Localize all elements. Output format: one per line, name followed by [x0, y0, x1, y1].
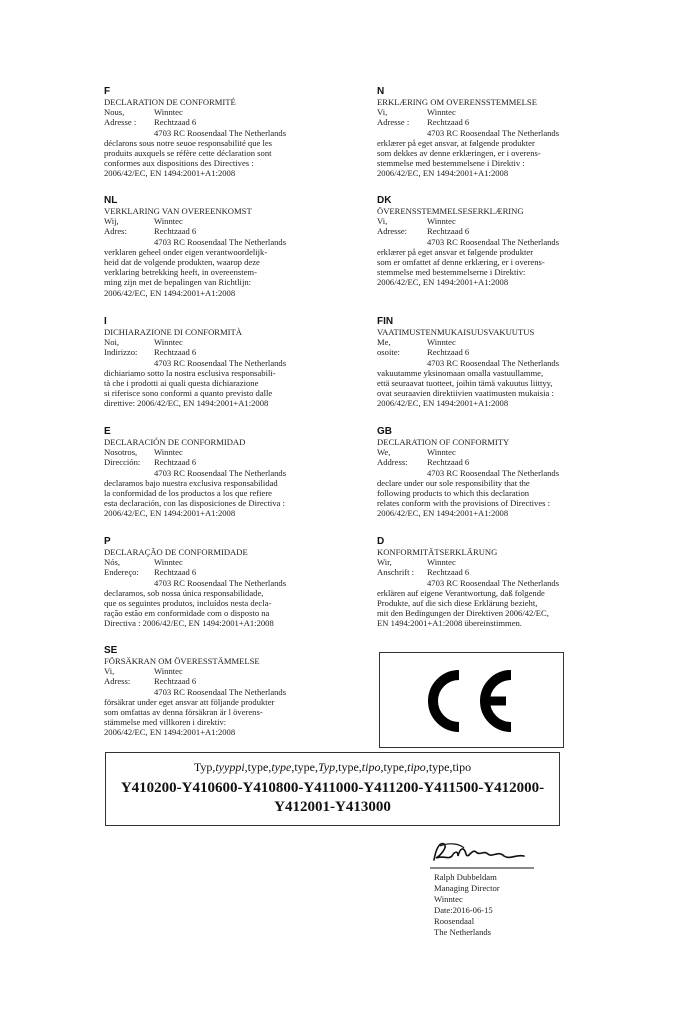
address-street: Rechtzaad 6	[427, 226, 470, 237]
company-label: Nós,	[104, 557, 120, 568]
ce-mark-box	[379, 652, 564, 748]
declaration-body-line: 2006/42/EC, EN 1494:2001+A1:2008	[377, 508, 509, 519]
company-name: Winntec	[154, 216, 183, 227]
address-city: 4703 RC Roosendaal The Netherlands	[154, 127, 287, 138]
declaration-title: DICHIARAZIONE DI CONFORMITÀ	[104, 327, 242, 337]
type-label-segment: ,type,tipo	[425, 760, 472, 774]
signer-line: The Netherlands	[434, 927, 492, 937]
address-label: Adresse :	[104, 117, 137, 128]
company-label: Nosotros,	[104, 447, 138, 458]
declaration-body-line: ração estão em conformidade com o disposto na	[104, 608, 270, 619]
company-label: Vi,	[377, 216, 388, 227]
address-city: 4703 RC Roosendaal The Netherlands	[154, 686, 287, 697]
declaration-body-line: erklærer på eget ansvar, at følgende produkter	[377, 137, 535, 148]
address-label: Adresse :	[377, 117, 410, 128]
declaration-body-line: tà che i prodotti ai quali questa dichiarazione	[104, 378, 259, 389]
company-row	[104, 557, 359, 567]
declaration-body-line: heid dat de volgende produkten, waarop deze	[104, 257, 260, 268]
company-row	[377, 447, 632, 457]
declaration-p	[104, 536, 359, 629]
address-label: Indirizzo:	[104, 347, 138, 358]
ce-mark-icon	[380, 653, 565, 749]
declaration-body-line: declaramos bajo nuestra exclusiva responsabilidad	[104, 477, 278, 488]
company-row	[104, 107, 359, 117]
address-row	[104, 347, 359, 357]
company-name: Winntec	[427, 337, 456, 348]
company-row	[377, 216, 632, 226]
address-row	[104, 226, 359, 236]
address-label: Endereço:	[104, 567, 139, 578]
company-label: Vi,	[377, 107, 388, 118]
company-label: Vi,	[104, 666, 115, 677]
address-city: 4703 RC Roosendaal The Netherlands	[427, 127, 560, 138]
declaration-body-line: ming zijn met de bepalingen van Richtlijn:	[104, 277, 252, 288]
declaration-body-line: verklaren geheel onder eigen verantwoordelijk-	[104, 246, 268, 257]
signer-line: Ralph Dubbeldam	[434, 872, 497, 882]
declaration-body-line: esta declaración, con las disposiciones de Directiva :	[104, 498, 285, 509]
address-street: Rechtzaad 6	[427, 457, 470, 468]
company-row	[104, 337, 359, 347]
declaration-body-line: että seuraavat tuotteet, joihin tämä vakuutus liittyy,	[377, 378, 553, 389]
language-code: N	[377, 86, 385, 97]
type-label-segment: ,type,	[380, 760, 408, 774]
company-name: Winntec	[154, 666, 183, 677]
declaration-body-line: Directiva : 2006/42/EC, EN 1494:2001+A1:2008	[104, 618, 274, 629]
company-row	[377, 337, 632, 347]
declaration-body-line: mit den Bedingungen der Direktiven 2006/42/EC,	[377, 608, 549, 619]
declaration-body-line: ovat seuraavien direktiivien vaatimusten mukaisia :	[377, 388, 554, 399]
signer-line: Roosendaal	[434, 916, 475, 926]
address-city: 4703 RC Roosendaal The Netherlands	[427, 236, 560, 247]
address-city: 4703 RC Roosendaal The Netherlands	[154, 577, 287, 588]
address-street: Rechtzaad 6	[154, 676, 197, 687]
signer-line: Winntec	[434, 894, 463, 904]
address-row	[104, 457, 359, 467]
address-label: Dirección:	[104, 457, 141, 468]
address-row	[377, 457, 632, 467]
address-city: 4703 RC Roosendaal The Netherlands	[154, 357, 287, 368]
address-street: Rechtzaad 6	[154, 567, 197, 578]
declaration-fin	[377, 316, 632, 409]
language-code: P	[104, 536, 111, 547]
declaration-body-line: stemmelse med bestemmelsene i Direktiv :	[377, 158, 525, 169]
address-row	[104, 676, 359, 686]
declaration-body-line: produits auxquels se réfère cette déclaration sont	[104, 148, 272, 159]
language-code: FIN	[377, 316, 394, 327]
model-types-box	[105, 752, 560, 826]
model-numbers	[106, 779, 559, 817]
declaration-body-line: försäkrar under eget ansvar att följande produkter	[104, 696, 275, 707]
declaration-body-line: erklären auf eigene Verantwortung, daß folgende	[377, 587, 545, 598]
address-street: Rechtzaad 6	[427, 117, 470, 128]
company-label: Wij,	[104, 216, 119, 227]
address-label: Adres:	[104, 226, 127, 237]
type-label-line	[106, 760, 559, 774]
type-label-segment: tipo	[407, 760, 426, 774]
declaration-body-line: verklaring betrekking heeft, in overeenstem-	[104, 267, 257, 278]
language-code: NL	[104, 195, 118, 206]
declaration-body-line: dichiariamo sotto la nostra esclusiva responsabili-	[104, 367, 276, 378]
declaration-body-line: que os seguintes produtos, incluídos nesta decla-	[104, 598, 272, 609]
language-code: E	[104, 426, 111, 437]
declaration-body-line: som er omfattet af denne erklæring, er i overens-	[377, 257, 545, 268]
type-label-segment: tyyppi	[215, 760, 245, 774]
declaration-title: ÖVERENSSTEMMELSESERKLÆRING	[377, 206, 524, 216]
address-street: Rechtzaad 6	[154, 117, 197, 128]
address-street: Rechtzaad 6	[154, 226, 197, 237]
declaration-body-line: EN 1494:2001+A1:2008 übereinstimmen.	[377, 618, 522, 629]
address-row	[104, 117, 359, 127]
address-street: Rechtzaad 6	[427, 347, 470, 358]
language-code: D	[377, 536, 385, 547]
company-label: Wir,	[377, 557, 392, 568]
company-label: Nous,	[104, 107, 125, 118]
company-label: Noi,	[104, 337, 120, 348]
declaration-body-line: 2006/42/EC, EN 1494:2001+A1:2008	[104, 508, 236, 519]
declaration-body-line: si riferisce sono conformi a quanto previsto dalle	[104, 388, 273, 399]
type-label-segment: ,type,	[244, 760, 272, 774]
declaration-body-line: 2006/42/EC, EN 1494:2001+A1:2008	[377, 277, 509, 288]
declaration-body-line: déclarons sous notre seuoe responsabilité que les	[104, 137, 273, 148]
company-label: We,	[377, 447, 391, 458]
declaration-body-line: Produkte, auf die sich diese Erklärung bezieht,	[377, 598, 538, 609]
address-city: 4703 RC Roosendaal The Netherlands	[427, 467, 560, 478]
language-code: SE	[104, 645, 118, 656]
address-street: Rechtzaad 6	[427, 567, 470, 578]
declaration-body-line: 2006/42/EC, EN 1494:2001+A1:2008	[377, 168, 509, 179]
declaration-body-line: declaramos, sob nossa única responsabilidade,	[104, 587, 264, 598]
company-name: Winntec	[427, 107, 456, 118]
declaration-body-line: 2006/42/EC, EN 1494:2001+A1:2008	[104, 287, 236, 298]
signer-line: Date:2016-06-15	[434, 905, 493, 915]
company-row	[104, 447, 359, 457]
signer-info	[434, 872, 500, 938]
declaration-title: DECLARATION DE CONFORMITÉ	[104, 97, 236, 107]
declaration-body-line: la conformidad de los productos a los que refiere	[104, 488, 272, 499]
address-row	[104, 567, 359, 577]
declaration-body-line: stämmelse med villkoren i direktiv:	[104, 717, 227, 728]
language-code: F	[104, 86, 111, 97]
declaration-body-line: 2006/42/EC, EN 1494:2001+A1:2008	[377, 398, 509, 409]
address-row	[377, 117, 632, 127]
declaration-body-line: erklærer på eget ansvar et følgende produkter	[377, 246, 534, 257]
company-row	[104, 216, 359, 226]
address-label: Address:	[377, 457, 408, 468]
declaration-title: DECLARACIÓN DE CONFORMIDAD	[104, 437, 246, 447]
declaration-f	[104, 86, 359, 179]
declaration-body-line: vakuutamme yksinomaan omalla vastuullamme,	[377, 367, 544, 378]
declaration-body-line: relates conform with the provisions of Directives :	[377, 498, 551, 509]
company-row	[377, 557, 632, 567]
type-label-segment: ,type,	[291, 760, 319, 774]
declaration-title: FÖRSÄKRAN OM ÖVERESSTÄMMELSE	[104, 656, 260, 666]
declaration-title: ERKLÆRING OM OVERENSSTEMMELSE	[377, 97, 537, 107]
address-city: 4703 RC Roosendaal The Netherlands	[427, 577, 560, 588]
model-numbers-line-1: Y410200-Y410600-Y410800-Y411000-Y411200-Y411500-Y412000-	[120, 780, 545, 796]
address-row	[377, 226, 632, 236]
declaration-i	[104, 316, 359, 409]
declaration-dk	[377, 195, 632, 288]
address-row	[377, 347, 632, 357]
type-label-segment: Typ	[318, 760, 336, 774]
type-label-segment: type	[271, 760, 292, 774]
declaration-body-line: 2006/42/EC, EN 1494:2001+A1:2008	[104, 168, 236, 179]
address-city: 4703 RC Roosendaal The Netherlands	[427, 357, 560, 368]
declaration-e	[104, 426, 359, 519]
declaration-body-line: conformes aux dispositions des Directives :	[104, 158, 254, 169]
language-code: I	[104, 316, 107, 327]
declaration-body-line: som omfattas av denna försäkran är l överens-	[104, 707, 263, 718]
declaration-n	[377, 86, 632, 179]
company-row	[104, 666, 359, 676]
company-name: Winntec	[154, 557, 183, 568]
declaration-title: DECLARATION OF CONFORMITY	[377, 437, 510, 447]
declaration-d	[377, 536, 632, 629]
declaration-title: DECLARAÇÃO DE CONFORMIDADE	[104, 547, 248, 557]
type-label-segment: tipo	[361, 760, 381, 774]
declaration-body-line: 2006/42/EC, EN 1494:2001+A1:2008	[104, 727, 236, 738]
address-label: Adress:	[104, 676, 131, 687]
declaration-body-line: following products to which this declaration	[377, 488, 530, 499]
type-label-segment: ,type,	[335, 760, 362, 774]
address-street: Rechtzaad 6	[154, 457, 197, 468]
declaration-title: VERKLARING VAN OVEREENKOMST	[104, 206, 252, 216]
address-row	[377, 567, 632, 577]
address-city: 4703 RC Roosendaal The Netherlands	[154, 467, 287, 478]
declaration-body-line: stemmelse med bestemmelserne i Direktiv:	[377, 267, 526, 278]
signature-icon	[420, 838, 540, 870]
company-name: Winntec	[427, 216, 456, 227]
declaration-se	[104, 645, 359, 738]
address-label: Anschrift :	[377, 567, 414, 578]
declaration-gb	[377, 426, 632, 519]
company-name: Winntec	[427, 447, 456, 458]
company-name: Winntec	[154, 447, 183, 458]
address-street: Rechtzaad 6	[154, 347, 197, 358]
signer-line: Managing Director	[434, 883, 500, 893]
declaration-title: KONFORMITÄTSERKLÄRUNG	[377, 547, 498, 557]
declaration-body-line: declare under our sole responsibility that the	[377, 477, 530, 488]
company-row	[377, 107, 632, 117]
address-label: Adresse:	[377, 226, 408, 237]
company-name: Winntec	[427, 557, 456, 568]
language-code: GB	[377, 426, 392, 437]
declaration-body-line: som dekkes av denne erklæringen, er i overens-	[377, 148, 541, 159]
type-label-segment: Typ,	[193, 760, 216, 774]
company-name: Winntec	[154, 337, 183, 348]
address-label: osoite:	[377, 347, 400, 358]
company-label: Me,	[377, 337, 391, 348]
model-numbers-line-2: Y412001-Y413000	[274, 799, 391, 815]
declaration-title: VAATIMUSTENMUKAISUUSVAKUUTUS	[377, 327, 535, 337]
declaration-nl	[104, 195, 359, 298]
company-name: Winntec	[154, 107, 183, 118]
declaration-body-line: direttive: 2006/42/EC, EN 1494:2001+A1:2008	[104, 398, 269, 409]
address-city: 4703 RC Roosendaal The Netherlands	[154, 236, 287, 247]
language-code: DK	[377, 195, 392, 206]
